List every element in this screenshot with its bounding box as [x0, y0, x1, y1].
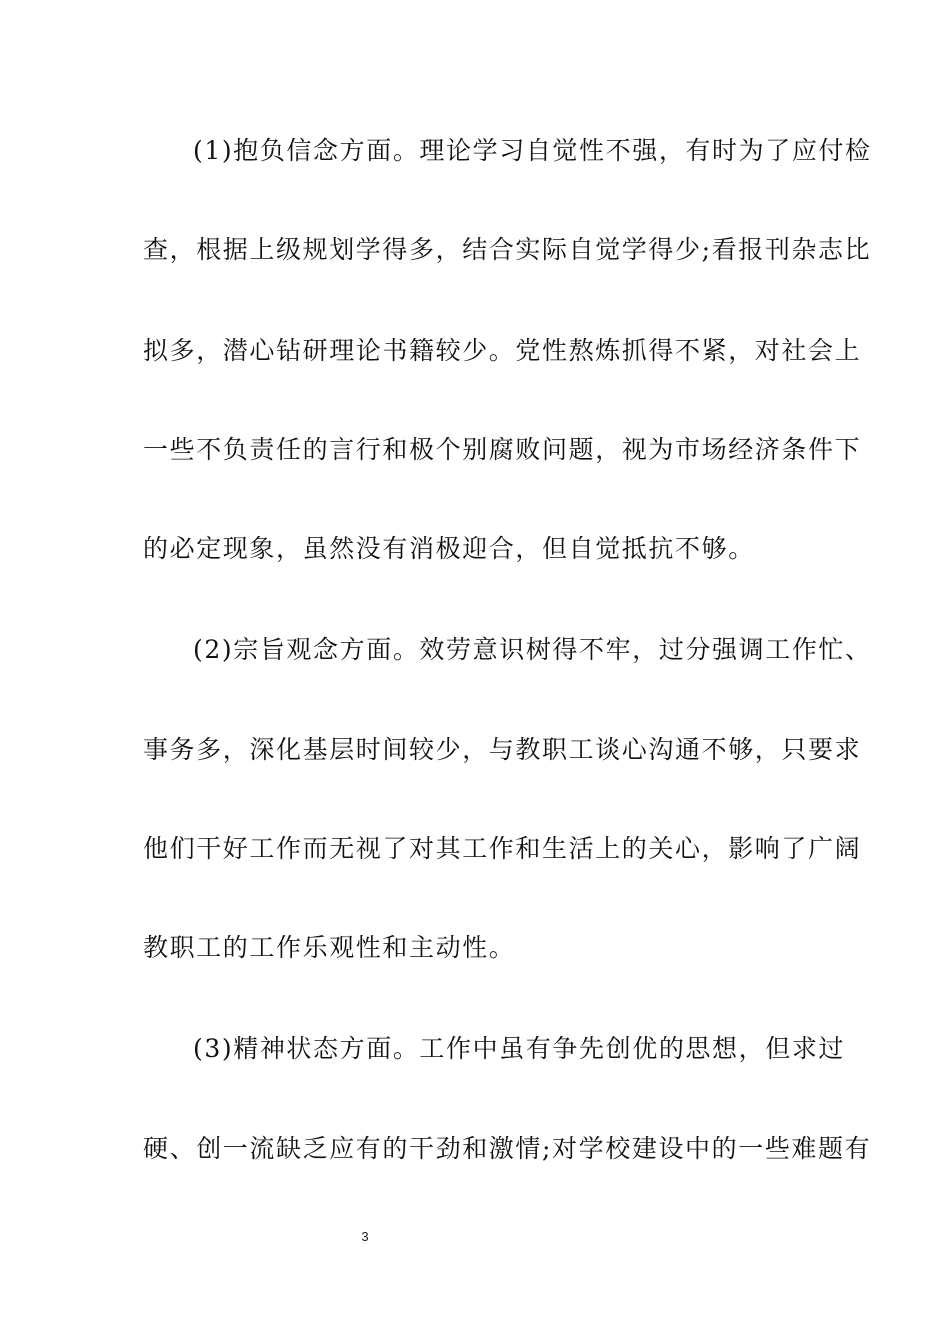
paragraph-2-line-4: 教职工的工作乐观性和主动性。: [143, 933, 516, 962]
paragraph-1-line-3: 拟多，潜心钻研理论书籍较少。党性熬炼抓得不紧，对社会上: [143, 336, 862, 365]
paragraph-3-line-2: 硬、创一流缺乏应有的干劲和激情;对学校建设中的一些难题有: [143, 1134, 872, 1163]
paragraph-1-line-2: 查，根据上级规划学得多，结合实际自觉学得少;看报刊杂志比: [143, 235, 872, 264]
paragraph-2-line-2: 事务多，深化基层时间较少，与教职工谈心沟通不够，只要求: [143, 735, 862, 764]
paragraph-1-line-1: (1)抱负信念方面。理论学习自觉性不强，有时为了应付检: [193, 136, 872, 165]
paragraph-1-line-5: 的必定现象，虽然没有消极迎合，但自觉抵抗不够。: [143, 534, 755, 563]
paragraph-1-line-4: 一些不负责任的言行和极个别腐败问题，视为市场经济条件下: [143, 435, 862, 464]
page-number: 3: [361, 1229, 369, 1244]
paragraph-3-line-1: (3)精神状态方面。工作中虽有争先创优的思想，但求过: [193, 1034, 846, 1063]
paragraph-2-line-1: (2)宗旨观念方面。效劳意识树得不牢，过分强调工作忙、: [193, 635, 872, 664]
paragraph-2-line-3: 他们干好工作而无视了对其工作和生活上的关心，影响了广阔: [143, 834, 862, 863]
